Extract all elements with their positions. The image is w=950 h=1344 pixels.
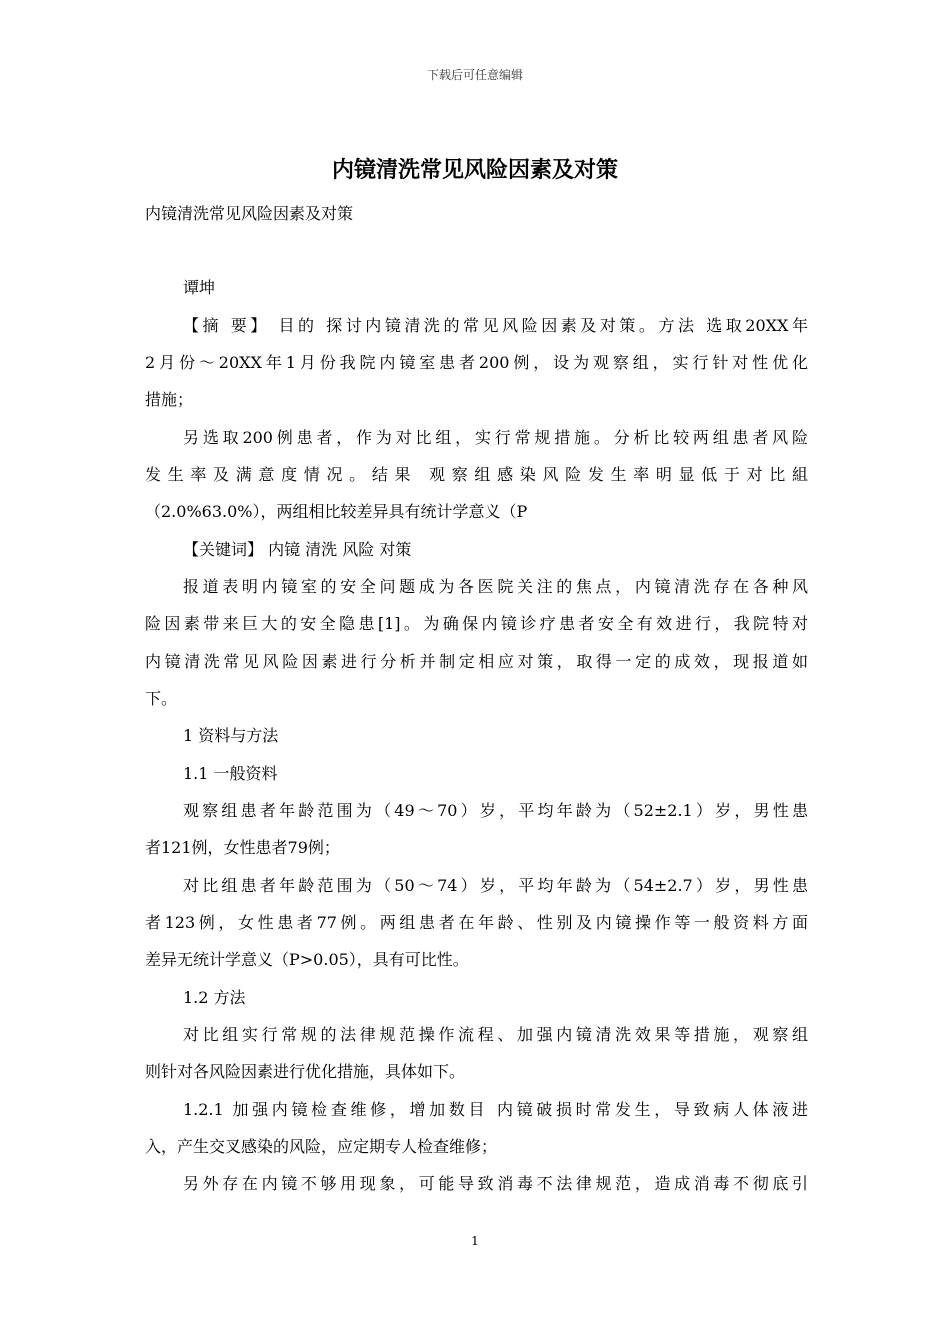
body-line: 者121例，女性患者79例； — [145, 838, 340, 857]
page-number: 1 — [471, 1234, 479, 1248]
intro-line: 报道表明内镜室的安全问题成为各医院关注的焦点，内镜清洗存在各种风 — [183, 577, 808, 596]
abstract-line: 发生率及满意度情况。结果 观察组感染风险发生率明显低于对比組 — [145, 465, 808, 484]
document-title: 内镜清洗常见风险因素及对策 — [331, 157, 618, 183]
section-heading: 1 资料与方法 — [183, 726, 279, 745]
intro-line: 险因素带来巨大的安全隐患[1]。为确保内镜诊疗患者安全有效进行，我院特对 — [145, 614, 808, 633]
abstract-line: （2.0%63.0%），两组相比较差异具有统计学意义（P — [145, 502, 528, 521]
author-name: 谭坤 — [183, 278, 216, 297]
body-line: 则针对各风险因素进行优化措施，具体如下。 — [145, 1062, 466, 1081]
intro-line: 内镜清洗常见风险因素进行分析并制定相应对策，取得一定的成效，现报道如 — [145, 652, 808, 671]
body-line: 另外存在内镜不够用现象，可能导致消毒不法律规范，造成消毒不彻底引 — [183, 1174, 808, 1193]
subsection-heading: 1.2 方法 — [183, 988, 246, 1007]
body-line: 观察组患者年龄范围为（49～70）岁，平均年龄为（52±2.1）岁，男性患 — [183, 801, 808, 820]
body-line: 对比组实行常规的法律规范操作流程、加强内镜清洗效果等措施，观察组 — [183, 1025, 808, 1044]
body-line: 对比组患者年龄范围为（50～74）岁，平均年龄为（54±2.7）岁，男性患 — [183, 876, 808, 895]
body-line: 1.2.1 加强内镜检查维修，增加数目 内镜破损时常发生，导致病人体液进 — [183, 1100, 808, 1119]
document-subtitle: 内镜清洗常见风险因素及对策 — [145, 204, 354, 223]
body-line: 者123例，女性患者77例。两组患者在年龄、性别及内镜操作等一般资料方面 — [145, 913, 808, 932]
abstract-line: 措施； — [145, 390, 194, 409]
body-line: 入，产生交叉感染的风险，应定期专人检查维修； — [145, 1137, 498, 1156]
body-line: 差异无统计学意义（P>0.05），具有可比性。 — [145, 950, 469, 969]
keywords-line: 【关键词】 内镜 清洗 风险 对策 — [183, 540, 412, 559]
abstract-line: 另选取200例患者，作为对比组，实行常规措施。分析比较两组患者风险 — [183, 428, 808, 447]
abstract-line: 【摘 要】 目的 探讨内镜清洗的常见风险因素及对策。方法 选取20XX年 — [183, 316, 808, 335]
subsection-heading: 1.1 一般资料 — [183, 764, 278, 783]
intro-line: 下。 — [145, 689, 178, 708]
abstract-line: 2月份～20XX年1月份我院内镜室患者200例，设为观察组，实行针对性优化 — [145, 353, 808, 372]
header-note: 下载后可任意编辑 — [426, 68, 523, 82]
